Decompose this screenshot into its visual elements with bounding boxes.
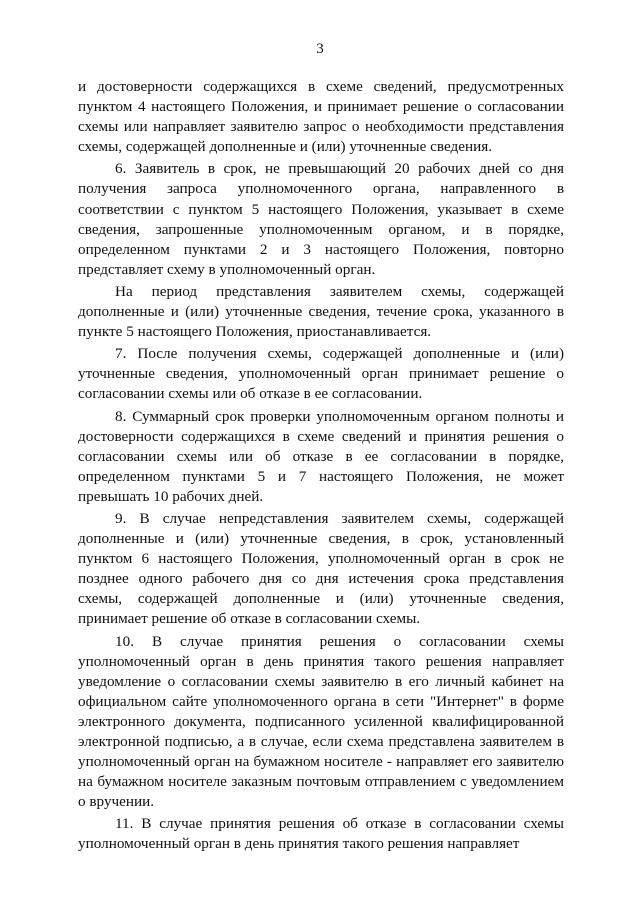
paragraph-item-6: 6. Заявитель в срок, не превышающий 20 рабочих дней со дня получения запроса уполномоченного органа, направленного в соответствии с пунктом 5 настоящего Положения, указывает в схеме сведения, запрошенные уполномоченным органом, и в порядке, определенном пунктами 2 и 3 настоящего Положения, повторно представляет схему в уполномоченный орган. bbox=[78, 160, 564, 278]
page-number: 3 bbox=[316, 41, 324, 57]
paragraph-item-10: 10. В случае принятия решения о согласовании схемы уполномоченный орган в день принятия такого решения направляет уведомление о согласовании схемы заявителю в его личный кабинет на официальном сайте уполномоченного органа в сети "Интернет" в форме электронного документа, подписанного усиленной квалифицированной электронной подписью, а в случае, если схема представлена заявителем в уполномоченный орган на бумажном носителе - направляет его заявителю на бумажном носителе заказным почтовым отправлением с уведомлением о вручении. bbox=[78, 632, 564, 811]
paragraph-item-9: 9. В случае непредставления заявителем схемы, содержащей дополненные и (или) уточненные сведения, в срок, установленный пунктом 6 настоящего Положения, уполномоченный орган в срок не позднее одного рабочего дня со дня истечения срока представления схемы, содержащей дополненные и (или) уточненные сведения, принимает решение об отказе в согласовании схемы. bbox=[78, 509, 564, 628]
paragraph-continuation: и достоверности содержащихся в схеме сведений, предусмотренных пунктом 4 настоящего Положения, и принимает решение о согласовании схемы или направляет заявителю запрос о необходимости представления схемы, содержащей дополненные и (или) уточненные сведения. bbox=[78, 78, 564, 156]
document-body bbox=[78, 77, 564, 857]
paragraph-item-8: 8. Суммарный срок проверки уполномоченным органом полноты и достоверности содержащихся в схеме сведений и принятия решения о согласовании схемы или об отказе в ее согласовании в порядке, определенном пунктами 5 и 7 настоящего Положения, не может превышать 10 рабочих дней. bbox=[78, 407, 564, 505]
paragraph-item-6-suspension: На период представления заявителем схемы, содержащей дополненные и (или) уточненные сведения, течение срока, указанного в пункте 5 настоящего Положения, приостанавливается. bbox=[78, 282, 564, 341]
paragraph-item-11: 11. В случае принятия решения об отказе в согласовании схемы уполномоченный орган в день принятия такого решения направляет bbox=[78, 815, 564, 853]
paragraph-item-7: 7. После получения схемы, содержащей дополненные и (или) уточненные сведения, уполномоченный орган принимает решение о согласовании схемы или об отказе в ее согласовании. bbox=[78, 345, 564, 403]
